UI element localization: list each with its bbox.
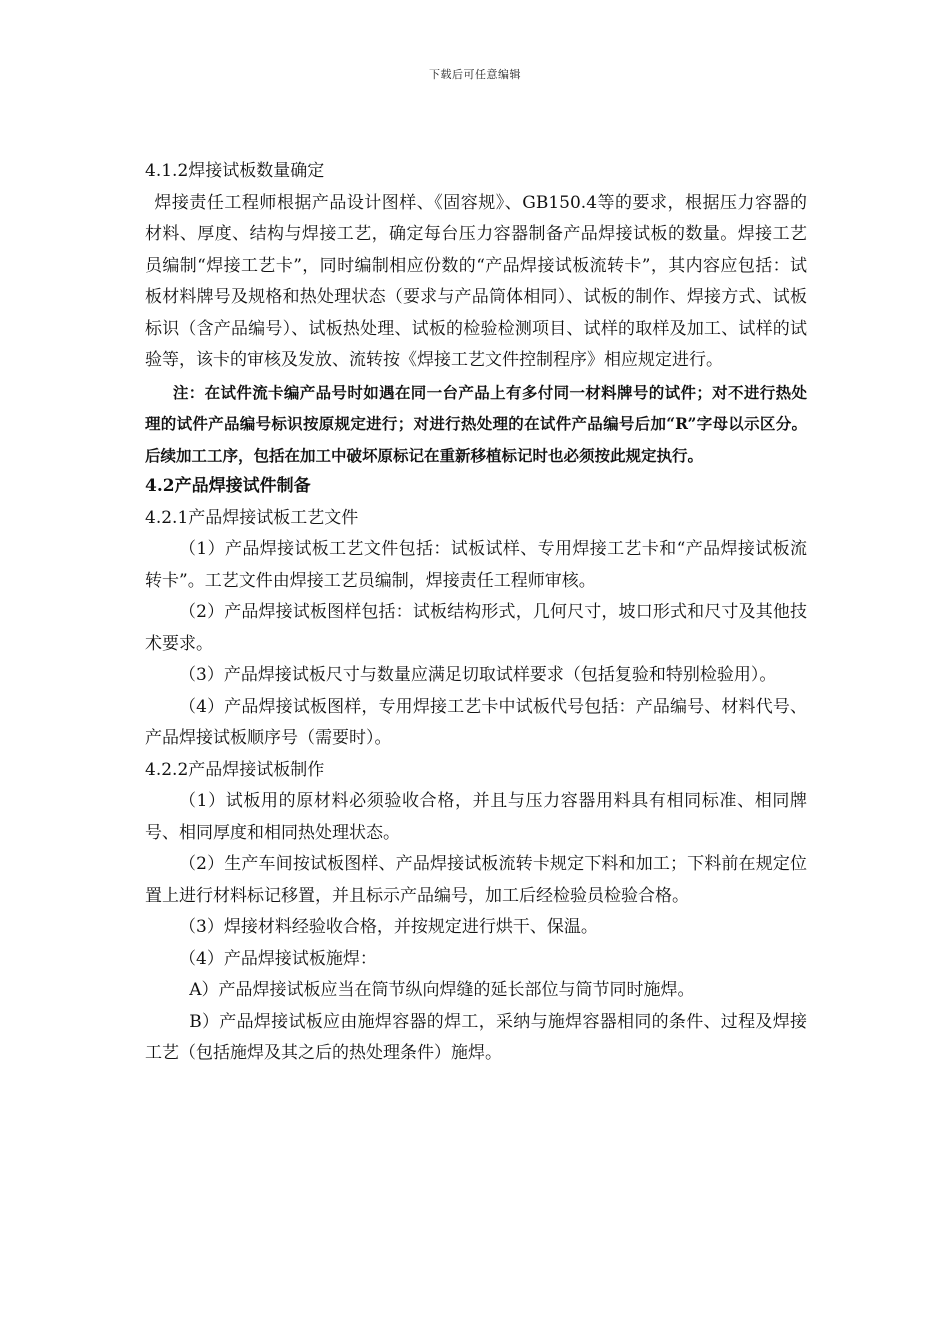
note-paragraph: 注：在试件流卡编产品号时如遇在同一台产品上有多付同一材料牌号的试件；对不进行热处理的试件产品编号标识按原规定进行；对进行热处理的在试件产品编号后加“R”字母以示区分。后续加工工序，包括在加工中破坏原标记在重新移植标记时也必须按此规定执行。 bbox=[145, 382, 807, 465]
section-4-2-2-item-1: （1）试板用的原材料必须验收合格，并且与压力容器用料具有相同标准、相同牌号、相同厚度和相同热处理状态。 bbox=[145, 791, 807, 843]
section-4-1-2-title: 4.1.2焊接试板数量确定 bbox=[145, 161, 325, 181]
section-4-2-1-item-3: （3）产品焊接试板尺寸与数量应满足切取试样要求（包括复验和特别检验用）。 bbox=[179, 665, 777, 685]
section-4-2-1-item-1: （1）产品焊接试板工艺文件包括：试板试样、专用焊接工艺卡和“产品焊接试板流转卡”。工艺文件由焊接工艺员编制，焊接责任工程师审核。 bbox=[145, 539, 807, 591]
section-4-2-1-title: 4.2.1产品焊接试板工艺文件 bbox=[145, 507, 359, 528]
section-4-2-1-item-2: （2）产品焊接试板图样包括：试板结构形式，几何尺寸，坡口形式和尺寸及其他技术要求。 bbox=[145, 602, 807, 654]
section-4-2-2-title: 4.2.2产品焊接试板制作 bbox=[145, 759, 325, 780]
section-4-2-2-sub-b: B）产品焊接试板应由施焊容器的焊工，采纳与施焊容器相同的条件、过程及焊接工艺（包括施焊及其之后的热处理条件）施焊。 bbox=[145, 1011, 807, 1063]
section-4-2-title: 4.2产品焊接试件制备 bbox=[145, 476, 311, 496]
page-header: 下载后可任意编辑 bbox=[429, 68, 521, 81]
section-4-2-2-item-4: （4）产品焊接试板施焊： bbox=[179, 948, 377, 969]
section-4-2-2-item-2: （2）生产车间按试板图样、产品焊接试板流转卡规定下料和加工；下料前在规定位置上进行材料标记移置，并且标示产品编号，加工后经检验员检验合格。 bbox=[145, 854, 807, 906]
document-body bbox=[145, 156, 807, 1070]
section-4-2-1-item-4: （4）产品焊接试板图样，专用焊接工艺卡中试板代号包括：产品编号、材料代号、产品焊接试板顺序号（需要时）。 bbox=[145, 696, 807, 748]
section-4-1-2-body: 焊接责任工程师根据产品设计图样、《固容规》、GB150.4等的要求，根据压力容器的材料、厚度、结构与焊接工艺，确定每台压力容器制备产品焊接试板的数量。焊接工艺员编制“焊接工艺卡”，同时编制相应份数的“产品焊接试板流转卡”，其内容应包括：试板材料牌号及规格和热处理状态（要求与产品筒体相同）、试板的制作、焊接方式、试板标识（含产品编号）、试板热处理、试板的检验检测项目、试样的取样及加工、试样的试验等，该卡的审核及发放、流转按《焊接工艺文件控制程序》相应规定进行。 bbox=[145, 192, 807, 370]
section-4-2-2-item-3: （3）焊接材料经验收合格，并按规定进行烘干、保温。 bbox=[179, 917, 598, 937]
section-4-2-2-sub-a: A）产品焊接试板应当在筒节纵向焊缝的延长部位与筒节同时施焊。 bbox=[189, 980, 695, 1000]
